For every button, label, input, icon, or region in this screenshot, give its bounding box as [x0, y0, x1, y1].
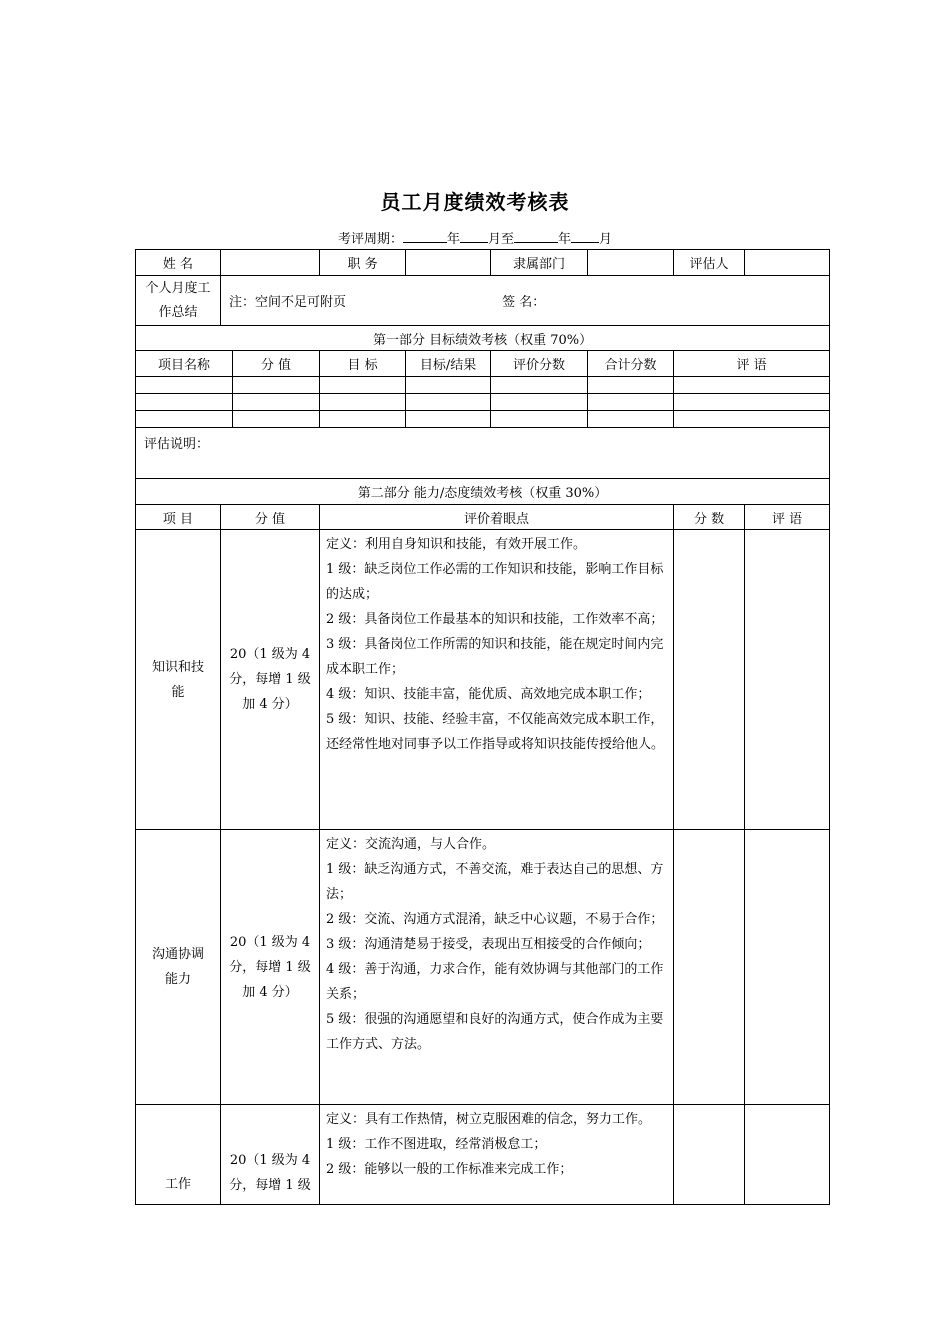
col-criteria: 评价着眼点: [320, 505, 674, 530]
month-blank-2[interactable]: [571, 230, 599, 243]
cell[interactable]: [233, 411, 320, 428]
item-score: 20（1 级为 4 分，每增 1 级加 4 分）: [221, 830, 320, 1105]
col-points: 分 数: [674, 505, 745, 530]
col-comment: 评 语: [745, 505, 830, 530]
appraisal-form: [135, 249, 830, 1205]
cell[interactable]: [491, 394, 588, 411]
table-row: [136, 394, 830, 411]
item-name: 沟通协调能力: [136, 830, 221, 1105]
department-label: 隶属部门: [491, 250, 588, 276]
cell[interactable]: [320, 411, 406, 428]
part2-title: 第二部分 能力/态度绩效考核（权重 30%）: [136, 479, 830, 505]
year-label-2: 年: [558, 232, 572, 247]
cell[interactable]: [320, 377, 406, 394]
header-row: [136, 250, 830, 276]
name-field[interactable]: [221, 250, 320, 276]
part2-title-row: [136, 479, 830, 505]
col-total: 合计分数: [588, 351, 674, 377]
cell[interactable]: [406, 377, 491, 394]
item-criteria: [320, 530, 674, 830]
part1-title: 第一部分 目标绩效考核（权重 70%）: [136, 326, 830, 351]
criteria-line: 2 级：交流、沟通方式混淆，缺乏中心议题，不易于合作；: [326, 912, 664, 927]
criteria-line: 1 级：缺乏岗位工作必需的工作知识和技能，影响工作目标的达成；: [326, 562, 664, 602]
eval-note-label: 评估说明：: [144, 437, 210, 452]
eval-note-row: [136, 428, 830, 479]
item-score: 20（1 级为 4 分，每增 1 级加 4 分）: [221, 530, 320, 830]
col-target: 目 标: [320, 351, 406, 377]
year-blank-1[interactable]: [403, 230, 447, 243]
criteria-line: 定义：交流沟通，与人合作。: [326, 837, 496, 852]
part1-header-row: [136, 351, 830, 377]
evaluator-label: 评估人: [674, 250, 745, 276]
cell[interactable]: [406, 411, 491, 428]
item-criteria: [320, 830, 674, 1105]
table-row: [136, 377, 830, 394]
signature-label: 签 名：: [502, 295, 546, 310]
department-field[interactable]: [588, 250, 674, 276]
item-points-field[interactable]: [674, 530, 745, 830]
page-title: 员工月度绩效考核表: [380, 190, 570, 214]
cell[interactable]: [588, 411, 674, 428]
item-points-field[interactable]: [674, 1105, 745, 1205]
summary-note: 注：空间不足可附页: [229, 295, 347, 310]
cell[interactable]: [674, 394, 830, 411]
competency-row-knowledge: [136, 530, 830, 830]
item-comment-field[interactable]: [745, 1105, 830, 1205]
item-name: 工作: [136, 1105, 221, 1205]
table-row: [136, 411, 830, 428]
col-comment: 评 语: [674, 351, 830, 377]
month-label-2: 月: [599, 232, 613, 247]
criteria-line: 1 级：工作不图进取，经常消极怠工；: [326, 1137, 547, 1152]
competency-row-work: [136, 1105, 830, 1205]
period-label: 考评周期：: [337, 232, 403, 247]
criteria-line: 3 级：具备岗位工作所需的知识和技能，能在规定时间内完成本职工作；: [326, 637, 664, 677]
col-rating: 评价分数: [491, 351, 588, 377]
month-label-1: 月至: [487, 232, 514, 247]
cell[interactable]: [136, 394, 233, 411]
cell[interactable]: [491, 411, 588, 428]
cell[interactable]: [233, 377, 320, 394]
item-name: 知识和技能: [136, 530, 221, 830]
evaluation-period: [0, 228, 950, 247]
evaluator-field[interactable]: [745, 250, 830, 276]
col-item: 项 目: [136, 505, 221, 530]
criteria-line: 2 级：具备岗位工作最基本的知识和技能，工作效率不高；: [326, 612, 664, 627]
year-blank-2[interactable]: [514, 230, 558, 243]
col-score: 分 值: [233, 351, 320, 377]
cell[interactable]: [320, 394, 406, 411]
item-score: 20（1 级为 4 分，每增 1 级: [221, 1105, 320, 1205]
item-comment-field[interactable]: [745, 530, 830, 830]
cell[interactable]: [136, 377, 233, 394]
col-target-result: 目标/结果: [406, 351, 491, 377]
item-criteria: [320, 1105, 674, 1205]
criteria-line: 4 级：知识、技能丰富，能优质、高效地完成本职工作；: [326, 687, 651, 702]
cell[interactable]: [588, 394, 674, 411]
criteria-line: 5 级：知识、技能、经验丰富，不仅能高效完成本职工作，还经常性地对同事予以工作指导或将知识技能传授给他人。: [326, 712, 665, 752]
cell[interactable]: [233, 394, 320, 411]
criteria-line: 定义：具有工作热情，树立克服困难的信念，努力工作。: [326, 1112, 652, 1127]
item-points-field[interactable]: [674, 830, 745, 1105]
criteria-line: 定义：利用自身知识和技能，有效开展工作。: [326, 537, 587, 552]
cell[interactable]: [491, 377, 588, 394]
cell[interactable]: [136, 411, 233, 428]
criteria-line: 4 级：善于沟通，力求合作，能有效协调与其他部门的工作关系；: [326, 962, 664, 1002]
criteria-line: 1 级：缺乏沟通方式，不善交流，难于表达自己的思想、方法；: [326, 862, 664, 902]
col-score: 分 值: [221, 505, 320, 530]
summary-label: 个人月度工作总结: [136, 276, 221, 326]
criteria-line: 3 级：沟通清楚易于接受，表现出互相接受的合作倾向；: [326, 937, 651, 952]
cell[interactable]: [674, 411, 830, 428]
position-label: 职 务: [320, 250, 406, 276]
summary-field[interactable]: [221, 276, 830, 326]
criteria-line: 5 级：很强的沟通愿望和良好的沟通方式，使合作成为主要工作方式、方法。: [326, 1012, 664, 1052]
part1-title-row: [136, 326, 830, 351]
part2-header-row: [136, 505, 830, 530]
year-label-1: 年: [446, 232, 460, 247]
month-blank-1[interactable]: [460, 230, 488, 243]
cell[interactable]: [406, 394, 491, 411]
col-item-name: 项目名称: [136, 351, 233, 377]
item-comment-field[interactable]: [745, 830, 830, 1105]
competency-row-communication: [136, 830, 830, 1105]
name-label: 姓 名: [136, 250, 221, 276]
summary-row: [136, 276, 830, 326]
eval-note-field[interactable]: [136, 428, 830, 479]
cell[interactable]: [674, 377, 830, 394]
cell[interactable]: [588, 377, 674, 394]
criteria-line: 2 级：能够以一般的工作标准来完成工作；: [326, 1162, 573, 1177]
position-field[interactable]: [406, 250, 491, 276]
